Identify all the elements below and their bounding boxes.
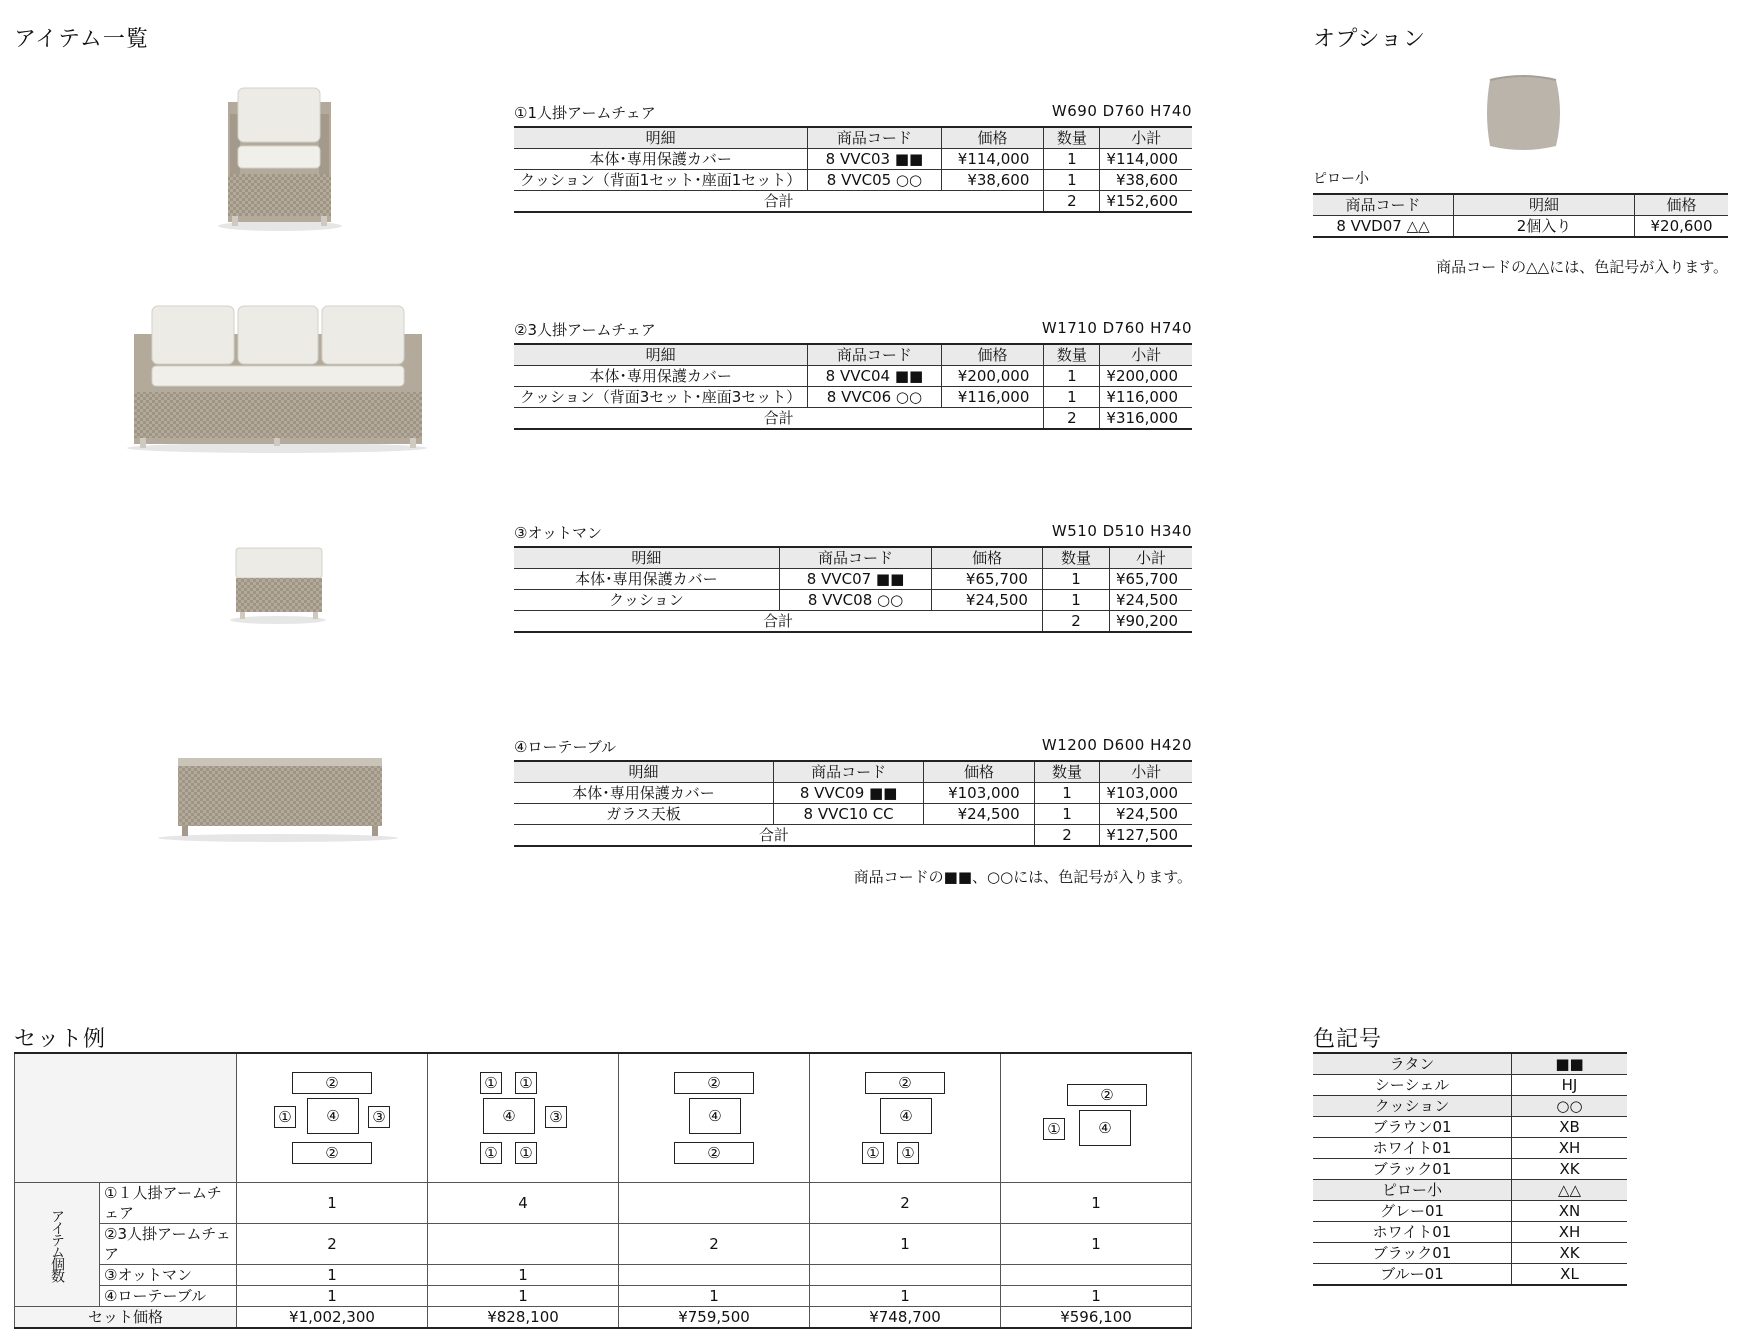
cell-detail: クッション（背面3セット･座面3セット）	[514, 387, 808, 408]
layout-box-bl: ①	[862, 1142, 884, 1164]
color-name: ブラウン01	[1313, 1117, 1512, 1138]
table-row	[514, 387, 1192, 408]
options-heading: オプション	[1313, 27, 1427, 52]
cell-detail: ガラス天板	[514, 804, 773, 825]
color-row	[1313, 1053, 1627, 1075]
layout-box-tl: ①	[480, 1072, 502, 1094]
color-name: クッション	[1313, 1096, 1512, 1117]
col-price: 価格	[941, 344, 1044, 366]
set-count-cell: 4	[428, 1183, 619, 1224]
color-name: ホワイト01	[1313, 1138, 1512, 1159]
color-code: XK	[1512, 1159, 1628, 1180]
color-row	[1313, 1180, 1627, 1201]
set-corner	[15, 1053, 237, 1183]
color-code: XK	[1512, 1243, 1628, 1264]
set-count-cell: 1	[1001, 1183, 1192, 1224]
layout-box-top: ②	[674, 1072, 754, 1094]
color-row	[1313, 1138, 1627, 1159]
col-detail: 明細	[514, 127, 808, 149]
col-code: 商品コード	[773, 761, 923, 783]
color-name: ブラック01	[1313, 1243, 1512, 1264]
cell-detail: クッション	[514, 590, 779, 611]
color-name: ブラック01	[1313, 1159, 1512, 1180]
cell-detail: 本体･専用保護カバー	[514, 149, 808, 170]
set-item-label: ④ローテーブル	[100, 1286, 237, 1307]
cell-price: ¥200,000	[941, 366, 1044, 387]
cell-price: ¥24,500	[932, 590, 1043, 611]
color-name: ラタン	[1313, 1053, 1512, 1075]
layout-box-tr: ①	[515, 1072, 537, 1094]
col-qty: 数量	[1042, 547, 1109, 569]
cell-subtotal: ¥24,500	[1100, 804, 1192, 825]
set-price-cell: ¥828,100	[428, 1307, 619, 1329]
set-count-cell: 1	[237, 1265, 428, 1286]
cell-detail: クッション（背面1セット･座面1セット）	[514, 170, 808, 191]
set-count-cell: 2	[237, 1224, 428, 1265]
set-count-cell	[428, 1224, 619, 1265]
item-dimensions: W690 D760 H740	[1051, 102, 1192, 120]
set-count-cell: 1	[810, 1224, 1001, 1265]
layout-box-left: ①	[274, 1106, 296, 1128]
layout-box-right: ③	[368, 1106, 390, 1128]
option-code: 8 VVD07 △△	[1313, 216, 1454, 238]
item-spec-table	[514, 760, 1192, 847]
cell-subtotal: ¥38,600	[1100, 170, 1192, 191]
cell-price: ¥65,700	[932, 569, 1043, 590]
set-examples-heading: セット例	[14, 1027, 107, 1052]
set-count-cell: 2	[619, 1224, 810, 1265]
pillow-image	[1482, 70, 1564, 156]
total-label: 合計	[514, 825, 1034, 847]
col-price: 価格	[932, 547, 1043, 569]
total-row	[514, 191, 1192, 213]
sofa-3-image	[122, 304, 432, 454]
color-code: ■■	[1512, 1053, 1628, 1075]
cell-price: ¥103,000	[924, 783, 1034, 804]
color-code-table	[1313, 1052, 1627, 1286]
color-row	[1313, 1264, 1627, 1286]
cell-subtotal: ¥24,500	[1109, 590, 1192, 611]
set-price-cell: ¥1,002,300	[237, 1307, 428, 1329]
set-price-cell: ¥748,700	[810, 1307, 1001, 1329]
layout-box-right: ③	[545, 1106, 567, 1128]
col-subtotal: 小計	[1100, 761, 1192, 783]
cell-price: ¥116,000	[941, 387, 1044, 408]
set-count-cell	[619, 1265, 810, 1286]
option-table	[1313, 193, 1728, 238]
layout-box-center: ④	[307, 1098, 359, 1134]
col-price: 価格	[924, 761, 1034, 783]
col-code: 商品コード	[808, 127, 941, 149]
cell-detail: 本体･専用保護カバー	[514, 783, 773, 804]
color-name: ピロー小	[1313, 1180, 1512, 1201]
col-code: 商品コード	[779, 547, 931, 569]
col-code: 商品コード	[808, 344, 941, 366]
cell-subtotal: ¥200,000	[1100, 366, 1192, 387]
set-count-cell	[1001, 1265, 1192, 1286]
option-col-code: 商品コード	[1313, 194, 1454, 216]
set-layout-diagram	[428, 1054, 618, 1182]
total-label: 合計	[514, 611, 1042, 633]
layout-box-center: ④	[1079, 1110, 1131, 1146]
color-code: HJ	[1512, 1075, 1628, 1096]
set-count-cell: 1	[1001, 1286, 1192, 1307]
color-code: XN	[1512, 1201, 1628, 1222]
total-subtotal: ¥90,200	[1109, 611, 1192, 633]
cell-code: 8 VVC08 ○○	[779, 590, 931, 611]
set-diagram-cell	[237, 1053, 428, 1183]
layout-box-bottom: ②	[292, 1142, 372, 1164]
color-code: XL	[1512, 1264, 1628, 1286]
set-price-label: セット価格	[15, 1307, 237, 1329]
set-diagram-cell	[619, 1053, 810, 1183]
set-price-cell: ¥596,100	[1001, 1307, 1192, 1329]
cell-qty: 1	[1034, 783, 1100, 804]
cell-price: ¥114,000	[941, 149, 1044, 170]
total-qty: 2	[1042, 611, 1109, 633]
option-note: 商品コードの△△には、色記号が入ります。	[1436, 258, 1728, 276]
item-spec-table	[514, 343, 1192, 430]
color-row	[1313, 1159, 1627, 1180]
layout-box-br: ①	[897, 1142, 919, 1164]
set-price-cell: ¥759,500	[619, 1307, 810, 1329]
set-diagram-cell	[428, 1053, 619, 1183]
item-count-label: アイテム個数	[15, 1183, 100, 1307]
layout-box-left: ①	[1043, 1118, 1065, 1140]
layout-box-top: ②	[1067, 1084, 1147, 1106]
set-count-cell: 1	[428, 1286, 619, 1307]
total-subtotal: ¥127,500	[1100, 825, 1192, 847]
col-detail: 明細	[514, 344, 808, 366]
cell-code: 8 VVC06 ○○	[808, 387, 941, 408]
color-code: XH	[1512, 1138, 1628, 1159]
set-count-cell: 1	[619, 1286, 810, 1307]
set-count-cell: 1	[237, 1183, 428, 1224]
option-col-price: 価格	[1635, 194, 1729, 216]
option-price: ¥20,600	[1635, 216, 1729, 238]
color-code: XH	[1512, 1222, 1628, 1243]
cell-code: 8 VVC03 ■■	[808, 149, 941, 170]
layout-box-center: ④	[483, 1098, 535, 1134]
layout-box-top: ②	[865, 1072, 945, 1094]
cell-qty: 1	[1042, 569, 1109, 590]
color-row	[1313, 1075, 1627, 1096]
color-codes-heading: 色記号	[1313, 1027, 1383, 1052]
layout-box-br: ①	[515, 1142, 537, 1164]
color-code: △△	[1512, 1180, 1628, 1201]
armchair-1-image	[212, 84, 347, 234]
option-name: ピロー小	[1313, 171, 1369, 187]
total-qty: 2	[1034, 825, 1100, 847]
color-row	[1313, 1201, 1627, 1222]
table-row	[514, 170, 1192, 191]
item-spec-table	[514, 126, 1192, 213]
cell-qty: 1	[1042, 590, 1109, 611]
cell-subtotal: ¥116,000	[1100, 387, 1192, 408]
set-count-cell	[619, 1183, 810, 1224]
color-name: シーシェル	[1313, 1075, 1512, 1096]
cell-code: 8 VVC09 ■■	[773, 783, 923, 804]
item-title: ②3人掛アームチェア	[514, 321, 656, 339]
col-qty: 数量	[1044, 344, 1100, 366]
ottoman-image	[226, 546, 331, 626]
table-row	[514, 149, 1192, 170]
color-code: XB	[1512, 1117, 1628, 1138]
col-detail: 明細	[514, 547, 779, 569]
item-dimensions: W510 D510 H340	[1051, 522, 1192, 540]
item-title: ①1人掛アームチェア	[514, 104, 656, 122]
set-layout-diagram	[619, 1054, 809, 1182]
cell-code: 8 VVC05 ○○	[808, 170, 941, 191]
cell-subtotal: ¥65,700	[1109, 569, 1192, 590]
color-row	[1313, 1243, 1627, 1264]
cell-price: ¥24,500	[924, 804, 1034, 825]
col-subtotal: 小計	[1100, 344, 1192, 366]
col-subtotal: 小計	[1100, 127, 1192, 149]
color-name: ブルー01	[1313, 1264, 1512, 1286]
table-row	[514, 569, 1192, 590]
set-item-label: ②3人掛アームチェア	[100, 1224, 237, 1265]
total-qty: 2	[1044, 408, 1100, 430]
option-col-detail: 明細	[1454, 194, 1635, 216]
color-name: グレー01	[1313, 1201, 1512, 1222]
set-count-cell: 2	[810, 1183, 1001, 1224]
set-layout-diagram	[237, 1054, 427, 1182]
set-count-row	[15, 1286, 1192, 1307]
set-layout-diagram	[810, 1054, 1000, 1182]
set-count-cell: 1	[1001, 1224, 1192, 1265]
table-row	[514, 783, 1192, 804]
cell-qty: 1	[1034, 804, 1100, 825]
layout-box-top: ②	[292, 1072, 372, 1094]
item-dimensions: W1200 D600 H420	[1041, 736, 1192, 754]
cell-price: ¥38,600	[941, 170, 1044, 191]
col-detail: 明細	[514, 761, 773, 783]
cell-qty: 1	[1044, 170, 1100, 191]
col-price: 価格	[941, 127, 1044, 149]
cell-qty: 1	[1044, 149, 1100, 170]
set-item-label: ①１人掛アームチェア	[100, 1183, 237, 1224]
items-note: 商品コードの■■、○○には、色記号が入ります。	[853, 868, 1192, 886]
item-title: ④ローテーブル	[514, 738, 617, 756]
set-diagram-cell	[1001, 1053, 1192, 1183]
color-row	[1313, 1096, 1627, 1117]
table-row	[514, 804, 1192, 825]
col-qty: 数量	[1044, 127, 1100, 149]
cell-code: 8 VVC10 CC	[773, 804, 923, 825]
total-row	[514, 611, 1192, 633]
total-label: 合計	[514, 408, 1044, 430]
layout-box-bottom: ②	[674, 1142, 754, 1164]
cell-subtotal: ¥103,000	[1100, 783, 1192, 804]
cell-code: 8 VVC07 ■■	[779, 569, 931, 590]
set-count-row	[15, 1183, 1192, 1224]
set-example-table	[14, 1052, 1192, 1329]
total-subtotal: ¥152,600	[1100, 191, 1192, 213]
layout-box-center: ④	[880, 1098, 932, 1134]
cell-detail: 本体･専用保護カバー	[514, 366, 808, 387]
total-qty: 2	[1044, 191, 1100, 213]
color-row	[1313, 1117, 1627, 1138]
low-table-image	[152, 756, 404, 846]
table-row	[514, 366, 1192, 387]
set-count-row	[15, 1265, 1192, 1286]
set-count-row	[15, 1224, 1192, 1265]
set-diagram-cell	[810, 1053, 1001, 1183]
color-code: ○○	[1512, 1096, 1628, 1117]
total-row	[514, 408, 1192, 430]
total-row	[514, 825, 1192, 847]
table-row	[514, 590, 1192, 611]
cell-qty: 1	[1044, 366, 1100, 387]
col-qty: 数量	[1034, 761, 1100, 783]
total-subtotal: ¥316,000	[1100, 408, 1192, 430]
item-dimensions: W1710 D760 H740	[1041, 319, 1192, 337]
set-count-cell: 1	[237, 1286, 428, 1307]
set-count-cell: 1	[428, 1265, 619, 1286]
cell-detail: 本体･専用保護カバー	[514, 569, 779, 590]
set-layout-diagram	[1001, 1054, 1191, 1182]
item-title: ③オットマン	[514, 524, 602, 542]
set-count-cell	[810, 1265, 1001, 1286]
color-name: ホワイト01	[1313, 1222, 1512, 1243]
set-count-cell: 1	[810, 1286, 1001, 1307]
cell-qty: 1	[1044, 387, 1100, 408]
item-list-heading: アイテム一覧	[14, 27, 149, 52]
layout-box-bl: ①	[480, 1142, 502, 1164]
total-label: 合計	[514, 191, 1044, 213]
set-price-row	[15, 1307, 1192, 1329]
color-row	[1313, 1222, 1627, 1243]
cell-subtotal: ¥114,000	[1100, 149, 1192, 170]
cell-code: 8 VVC04 ■■	[808, 366, 941, 387]
item-spec-table	[514, 546, 1192, 633]
layout-box-center: ④	[689, 1098, 741, 1134]
col-subtotal: 小計	[1109, 547, 1192, 569]
option-detail: 2個入り	[1454, 216, 1635, 238]
set-item-label: ③オットマン	[100, 1265, 237, 1286]
